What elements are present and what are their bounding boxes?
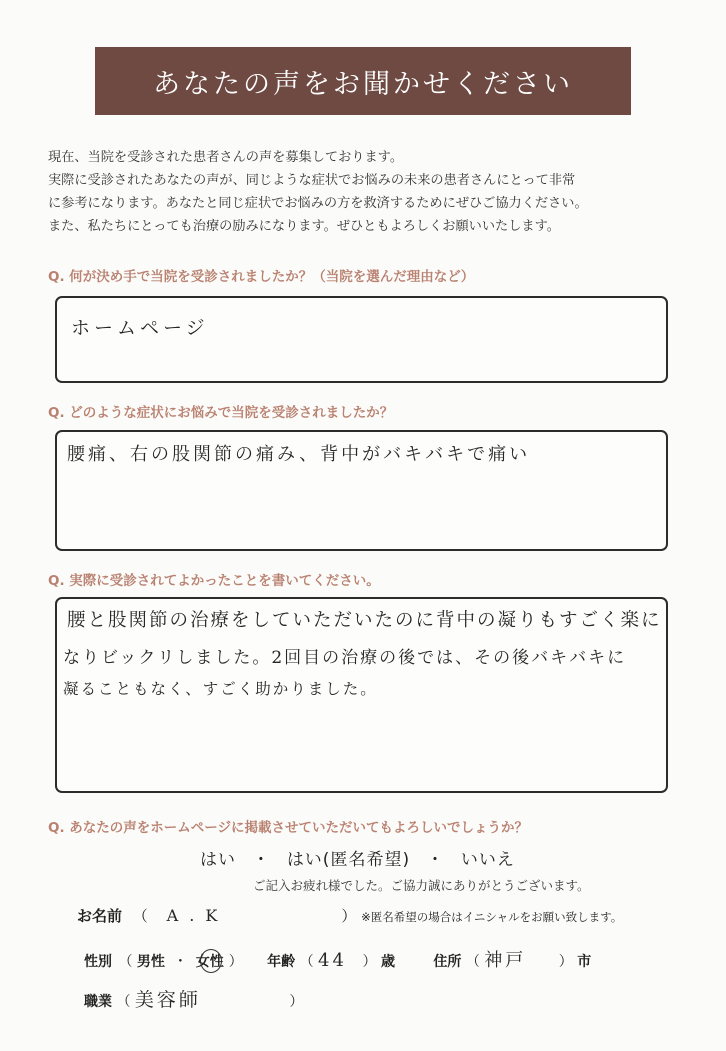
answer-1-text: ホームページ	[71, 317, 209, 339]
address-unit: 市	[577, 954, 592, 970]
job-field[interactable]: 美容師	[134, 989, 201, 1011]
open-paren: （	[118, 954, 133, 970]
open-paren: （	[116, 994, 131, 1010]
answer-2-box[interactable]	[55, 430, 668, 551]
separator: ・	[252, 850, 271, 870]
close-paren: ）	[341, 907, 357, 925]
intro-line: に参考になります。あなたと同じ症状でお悩みの方を救済するためにぜひご協力ください。	[48, 196, 588, 211]
profile-row	[84, 946, 591, 972]
question-1-label: Q. 何が決め手で当院を受診されましたか？（当院を選んだ理由など）	[48, 269, 475, 285]
answer-3-box[interactable]	[55, 597, 668, 793]
consent-options	[200, 845, 515, 870]
age-label: 年齢	[267, 954, 296, 970]
job-label: 職業	[84, 994, 112, 1010]
intro-line: また、私たちにとっても治療の励みになります。ぜひともよろしくお願いいたします。	[48, 219, 560, 234]
close-paren: ）	[362, 954, 377, 970]
open-paren: （	[132, 907, 148, 925]
close-paren: ）	[289, 994, 304, 1010]
age-field[interactable]: 44	[318, 950, 347, 971]
intro-line: 現在、当院を受診された患者さんの声を募集しております。	[48, 150, 404, 165]
intro-line: 実際に受診されたあなたの声が、同じような症状でお悩みの未来の患者さんにとって非常	[48, 173, 576, 188]
name-note: ※匿名希望の場合はイニシャルをお願い致します。	[361, 910, 623, 924]
page-title: あなたの声をお聞かせください	[95, 47, 631, 115]
gender-label: 性別	[84, 954, 112, 970]
answer-3-line: 凝ることもなく、すごく助かりました。	[63, 680, 378, 698]
job-row	[84, 985, 303, 1012]
consent-yes-anonymous-option[interactable]: はい(匿名希望)	[286, 850, 411, 870]
question-4-label: Q. あなたの声をホームページに掲載させていただいてもよろしいでしょうか？	[48, 820, 529, 836]
open-paren: （	[299, 954, 314, 970]
open-paren: （	[465, 954, 480, 970]
separator: ・	[173, 954, 188, 970]
address-label: 住所	[433, 954, 462, 970]
separator: ・	[426, 850, 445, 870]
name-field[interactable]: A . K	[166, 906, 221, 925]
address-field[interactable]: 神戸	[484, 950, 527, 971]
close-paren: ）	[558, 954, 573, 970]
selection-circle-icon	[200, 949, 222, 973]
gender-male-option[interactable]: 男性	[136, 954, 165, 970]
answer-2-text: 腰痛、右の股関節の痛み、背中がバキバキで痛い	[67, 444, 531, 465]
intro-text	[48, 146, 688, 238]
answer-3-line: なりビックリしました。2回目の治療の後では、その後バキバキに	[63, 648, 627, 668]
thanks-message: ご記入お疲れ様でした。ご協力誠にありがとうございます。	[253, 878, 590, 893]
question-3-label: Q. 実際に受診されてよかったことを書いてください。	[48, 573, 380, 589]
answer-3-line: 腰と股関節の治療をしていただいたのに背中の凝りもすごく楽に	[67, 610, 662, 631]
consent-no-option[interactable]: いいえ	[460, 850, 515, 870]
name-row	[77, 905, 622, 926]
question-2-label: Q. どのような症状にお悩みで当院を受診されましたか？	[48, 405, 394, 421]
age-unit: 歳	[380, 954, 395, 970]
name-label: お名前	[77, 907, 123, 925]
consent-yes-option[interactable]: はい	[200, 850, 236, 870]
close-paren: ）	[228, 954, 243, 970]
gender-female-option-selected[interactable]: 女性	[196, 954, 229, 970]
answer-1-box[interactable]	[55, 296, 668, 383]
